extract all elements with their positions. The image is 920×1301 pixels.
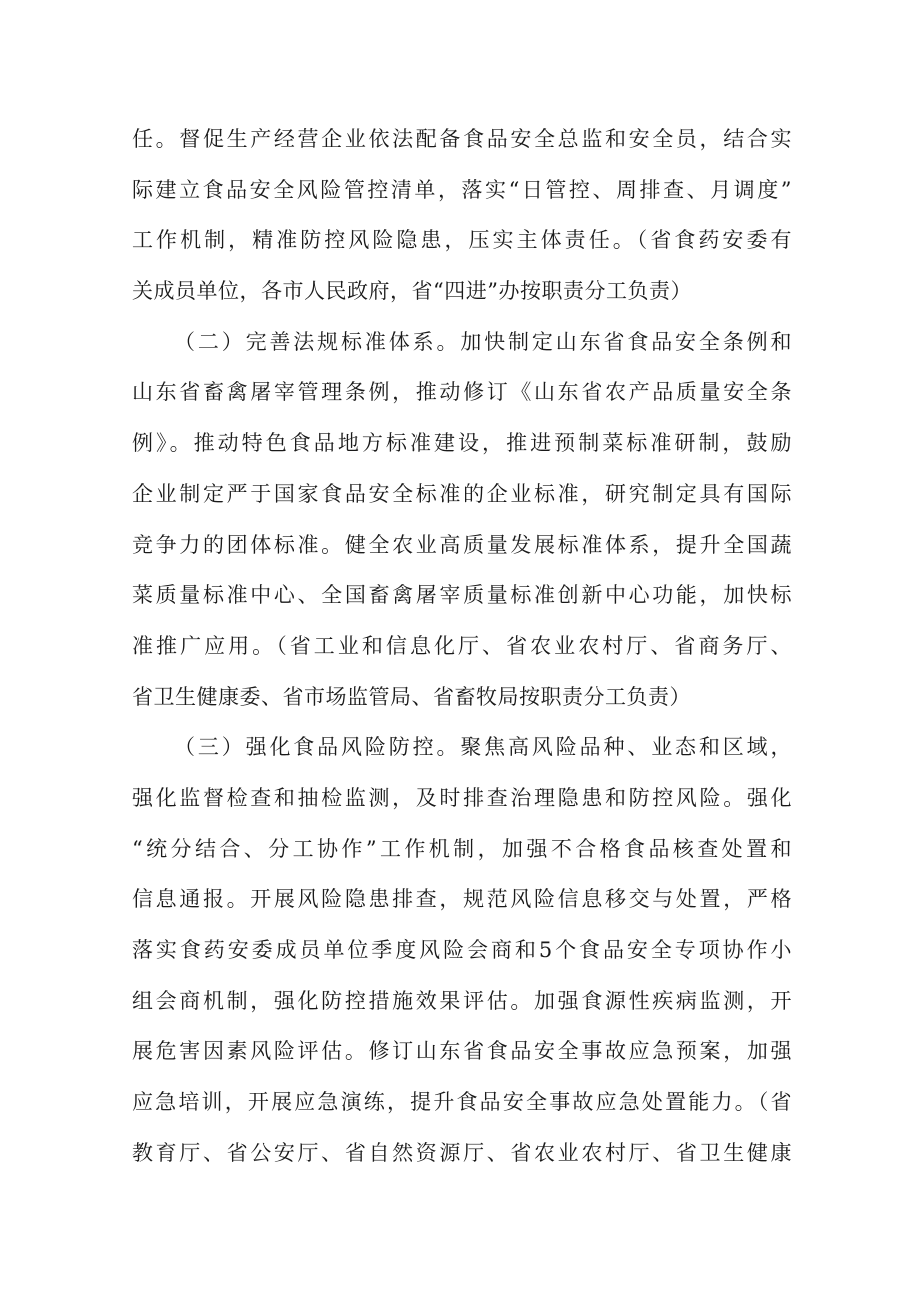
- text-line: 际建立食品安全风险管控清单，落实“日管控、周排查、月调度”: [132, 177, 792, 202]
- text-line: 例》。推动特色食品地方标准建设，推进预制菜标准研制，鼓励: [132, 431, 792, 456]
- text-line: 教育厅、省公安厅、省自然资源厅、省农业农村厅、省卫生健康: [132, 1140, 792, 1165]
- text-line: （三）强化食品风险防控。聚焦高风险品种、业态和区域，: [174, 735, 792, 760]
- paragraph-2: [132, 317, 792, 723]
- text-line: 山东省畜禽屠宰管理条例，推动修订《山东省农产品质量安全条: [132, 380, 792, 405]
- text-line: 准推广应用。（省工业和信息化厅、省农业农村厅、省商务厅、: [132, 633, 792, 658]
- text-line: 任。督促生产经营企业依法配备食品安全总监和安全员，结合实: [132, 127, 792, 151]
- text-line: 强化监督检查和抽检监测，及时排查治理隐患和防控风险。强化: [132, 785, 792, 810]
- text-line: 应急培训，开展应急演练，提升食品安全事故应急处置能力。（省: [132, 1090, 792, 1115]
- text-line: 竞争力的团体标准。健全农业高质量发展标准体系，提升全国蔬: [132, 532, 792, 557]
- text-line: 省卫生健康委、省市场监管局、省畜牧局按职责分工负责）: [132, 684, 691, 709]
- document-body: [132, 114, 792, 1178]
- text-line: 菜质量标准中心、全国畜禽屠宰质量标准创新中心功能，加快标: [132, 583, 792, 608]
- paragraph-1: [132, 114, 792, 317]
- text-line: （二）完善法规标准体系。加快制定山东省食品安全条例和: [174, 329, 792, 354]
- text-line: 展危害因素风险评估。修订山东省食品安全事故应急预案，加强: [132, 1039, 792, 1064]
- paragraph-3: [132, 722, 792, 1178]
- text-line: “统分结合、分工协作”工作机制，加强不合格食品核查处置和: [132, 836, 792, 861]
- text-line: 组会商机制，强化防控措施效果评估。加强食源性疾病监测，开: [132, 988, 792, 1013]
- text-line: 企业制定严于国家食品安全标准的企业标准，研究制定具有国际: [132, 481, 792, 506]
- text-line: 关成员单位，各市人民政府，省“四进”办按职责分工负责）: [132, 279, 692, 304]
- text-line: 信息通报。开展风险隐患排查，规范风险信息移交与处置，严格: [132, 887, 792, 912]
- text-line: 落实食药安委成员单位季度风险会商和5个食品安全专项协作小: [132, 938, 792, 962]
- text-line: 工作机制，精准防控风险隐患，压实主体责任。（省食药安委有: [132, 228, 792, 253]
